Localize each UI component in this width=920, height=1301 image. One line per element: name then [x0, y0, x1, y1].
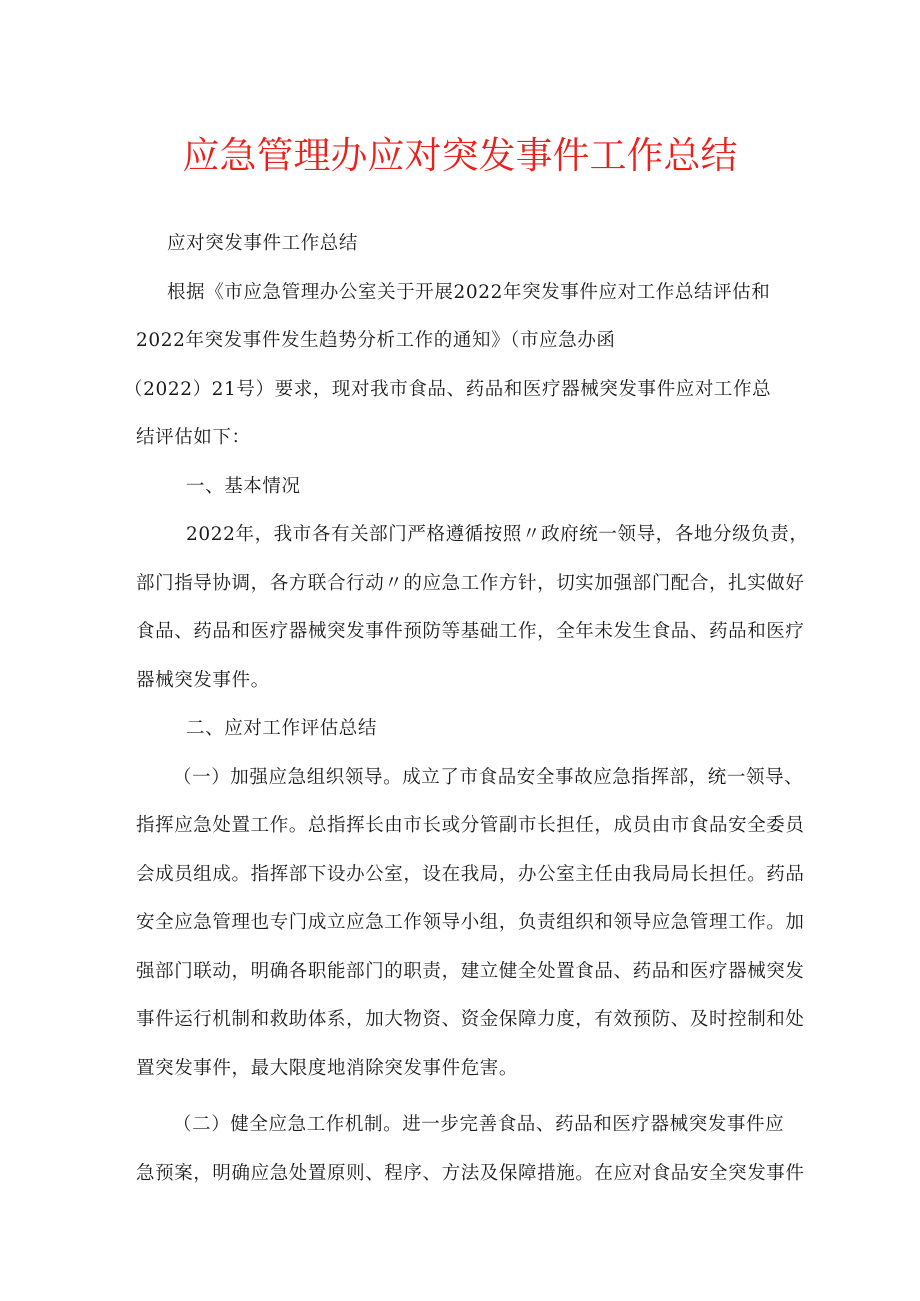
document-body — [124, 220, 809, 1198]
paragraph-line: 食品、药品和医疗器械突发事件预防等基础工作，全年未发生食品、药品和医疗 — [136, 621, 805, 642]
paragraph-line: 2022年，我市各有关部门严格遵循按照〃政府统一领导，各地分级负责， — [186, 524, 809, 545]
paragraph-line: （一）加强应急组织领导。成立了市食品安全事故应急指挥部，统一领导、 — [173, 766, 804, 788]
section-heading: 二、应对工作评估总结 — [186, 718, 378, 739]
paragraph-line: 结评估如下： — [136, 427, 251, 448]
paragraph-line: 根据《市应急管理办公室关于开展2022年突发事件应对工作总结评估和 — [167, 281, 771, 303]
section-heading: 一、基本情况 — [186, 475, 301, 497]
paragraph-line: 2022年突发事件发生趋势分析工作的通知》（市应急办函 — [136, 330, 616, 351]
subtitle-line: 应对突发事件工作总结 — [167, 233, 359, 254]
paragraph-line: 部门指导协调，各方联合行动〃的应急工作方针，切实加强部门配合，扎实做好 — [136, 572, 805, 594]
document-title: 应急管理办应对突发事件工作总结 — [182, 134, 738, 177]
paragraph-line: （二）健全应急工作机制。进一步完善食品、药品和医疗器械突发事件应 — [173, 1114, 785, 1135]
paragraph-line: 急预案，明确应急处置原则、程序、方法及保障措施。在应对食品安全突发事件 — [136, 1162, 805, 1184]
paragraph-line: 指挥应急处置工作。总指挥长由市长或分管副市长担任，成员由市食品安全委员 — [136, 815, 805, 836]
paragraph-line: 事件运行机制和救助体系，加大物资、资金保障力度，有效预防、及时控制和处 — [136, 1009, 805, 1030]
paragraph-line: 会成员组成。指挥部下设办公室，设在我局，办公室主任由我局局长担任。药品 — [136, 863, 805, 885]
paragraph-line: 强部门联动，明确各职能部门的职责，建立健全处置食品、药品和医疗器械突发 — [136, 960, 805, 982]
paragraph-line: 器械突发事件。 — [136, 669, 270, 691]
paragraph-line: （2022）21号）要求，现对我市食品、药品和医疗器械突发事件应对工作总 — [124, 378, 772, 400]
paragraph-line: 安全应急管理也专门成立应急工作领导小组，负责组织和领导应急管理工作。加 — [136, 912, 805, 933]
paragraph-line: 置突发事件，最大限度地消除突发事件危害。 — [136, 1057, 519, 1079]
